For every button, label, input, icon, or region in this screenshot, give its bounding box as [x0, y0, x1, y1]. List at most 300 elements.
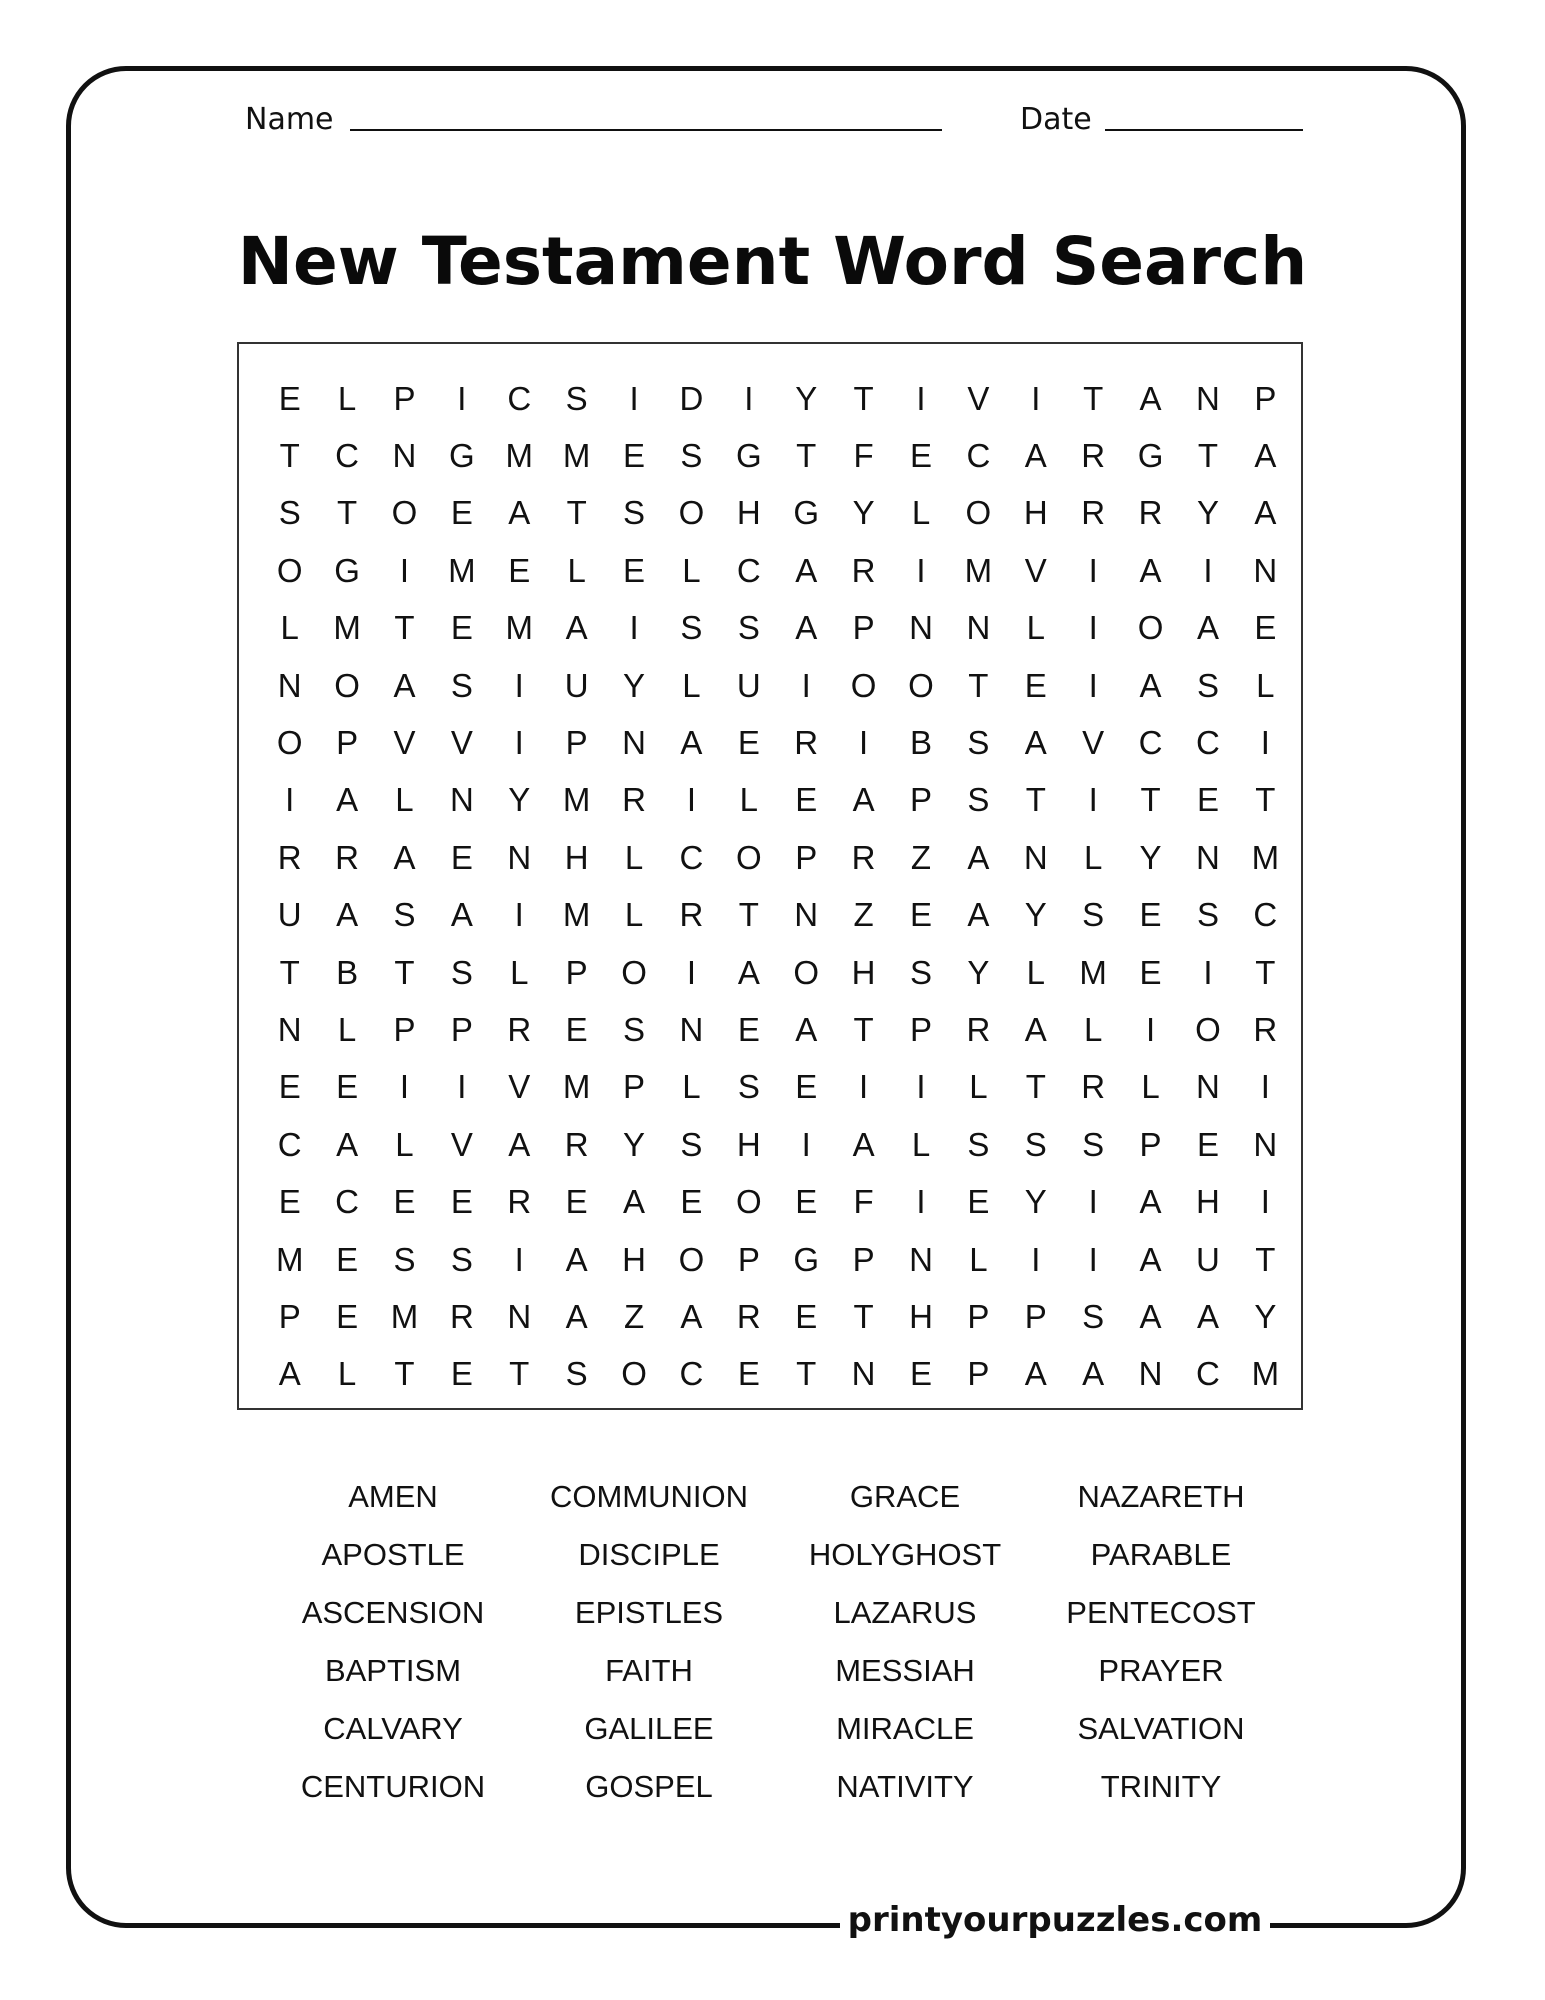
grid-letter[interactable]: I — [744, 379, 754, 417]
grid-letter[interactable]: P — [336, 724, 359, 762]
grid-letter[interactable]: I — [457, 1068, 467, 1106]
grid-letter[interactable]: M — [333, 609, 361, 647]
grid-letter[interactable]: I — [686, 781, 697, 819]
grid-letter[interactable]: M — [562, 437, 591, 475]
grid-letter[interactable]: Y — [795, 379, 818, 417]
grid-letter[interactable]: O — [621, 953, 647, 991]
grid-letter[interactable]: P — [623, 1068, 646, 1106]
grid-letter[interactable]: Y — [1196, 494, 1219, 532]
grid-letter[interactable]: Y — [1024, 896, 1047, 934]
grid-letter[interactable]: Y — [1024, 1183, 1047, 1221]
grid-letter[interactable]: A — [1024, 1010, 1047, 1048]
grid-letter[interactable]: T — [566, 494, 587, 532]
grid-letter[interactable]: M — [562, 781, 591, 819]
grid-letter[interactable]: S — [1024, 1125, 1047, 1163]
grid-letter[interactable]: P — [565, 724, 588, 762]
grid-letter[interactable]: M — [505, 437, 533, 475]
grid-letter[interactable]: I — [1088, 1240, 1098, 1278]
grid-letter[interactable]: E — [967, 1183, 990, 1221]
grid-letter[interactable]: A — [508, 494, 531, 532]
grid-letter[interactable]: L — [337, 1355, 357, 1393]
grid-letter[interactable]: R — [851, 838, 876, 876]
grid-letter[interactable]: A — [336, 896, 359, 934]
grid-letter[interactable]: C — [335, 437, 359, 475]
grid-letter[interactable]: S — [565, 379, 588, 417]
grid-letter[interactable]: S — [623, 1010, 646, 1048]
grid-letter[interactable]: H — [564, 838, 589, 876]
grid-letter[interactable]: L — [1026, 953, 1045, 991]
grid-letter[interactable]: S — [909, 953, 932, 991]
grid-letter[interactable]: T — [1255, 1240, 1276, 1278]
grid-letter[interactable]: E — [336, 1240, 359, 1278]
grid-letter[interactable]: C — [1196, 724, 1220, 762]
grid-letter[interactable]: S — [1196, 896, 1219, 934]
grid-letter[interactable]: T — [1025, 781, 1046, 819]
grid-letter[interactable]: R — [794, 724, 819, 762]
grid-letter[interactable]: P — [852, 1240, 875, 1278]
grid-letter[interactable]: A — [967, 838, 990, 876]
grid-letter[interactable]: L — [682, 551, 701, 589]
grid-letter[interactable]: I — [285, 781, 295, 819]
grid-letter[interactable]: T — [1255, 781, 1276, 819]
grid-letter[interactable]: V — [508, 1068, 531, 1106]
grid-letter[interactable]: E — [1024, 666, 1047, 704]
grid-letter[interactable]: T — [968, 666, 989, 704]
grid-letter[interactable]: E — [336, 1068, 359, 1106]
grid-letter[interactable]: Y — [623, 666, 646, 704]
grid-letter[interactable]: A — [680, 1297, 703, 1335]
grid-letter[interactable]: E — [450, 494, 473, 532]
grid-letter[interactable]: A — [1139, 1183, 1162, 1221]
grid-letter[interactable]: P — [1254, 379, 1277, 417]
grid-letter[interactable]: E — [1254, 609, 1277, 647]
grid-letter[interactable]: P — [737, 1240, 760, 1278]
grid-letter[interactable]: E — [737, 724, 760, 762]
grid-letter[interactable]: O — [276, 551, 303, 589]
grid-letter[interactable]: F — [853, 437, 874, 475]
grid-letter[interactable]: O — [1195, 1010, 1221, 1048]
grid-letter[interactable]: E — [278, 1183, 301, 1221]
grid-letter[interactable]: S — [450, 1240, 473, 1278]
grid-letter[interactable]: M — [964, 551, 993, 589]
grid-letter[interactable]: N — [909, 609, 933, 647]
grid-letter[interactable]: P — [852, 609, 875, 647]
grid-letter[interactable]: N — [507, 838, 532, 876]
grid-letter[interactable]: A — [565, 609, 588, 647]
grid-letter[interactable]: N — [277, 666, 302, 704]
grid-letter[interactable]: E — [623, 437, 646, 475]
grid-letter[interactable]: I — [1260, 1068, 1270, 1106]
grid-letter[interactable]: P — [278, 1297, 301, 1335]
grid-letter[interactable]: O — [965, 494, 992, 532]
grid-letter[interactable]: P — [967, 1355, 990, 1393]
grid-letter[interactable]: A — [565, 1240, 588, 1278]
grid-letter[interactable]: A — [795, 609, 818, 647]
grid-letter[interactable]: N — [1196, 838, 1220, 876]
grid-letter[interactable]: I — [1031, 1240, 1041, 1278]
grid-letter[interactable]: P — [393, 379, 416, 417]
grid-letter[interactable]: E — [1196, 781, 1219, 819]
grid-letter[interactable]: T — [853, 1297, 874, 1335]
grid-letter[interactable]: I — [801, 666, 811, 704]
grid-letter[interactable]: V — [1024, 551, 1047, 589]
grid-letter[interactable]: S — [393, 1240, 416, 1278]
grid-letter[interactable]: T — [1255, 953, 1276, 991]
grid-letter[interactable]: Z — [853, 896, 874, 934]
grid-letter[interactable]: N — [507, 1297, 532, 1335]
grid-letter[interactable]: G — [735, 437, 762, 475]
grid-letter[interactable]: S — [680, 609, 703, 647]
grid-letter[interactable]: L — [624, 896, 644, 934]
grid-letter[interactable]: Y — [1139, 838, 1162, 876]
grid-letter[interactable]: U — [564, 666, 589, 704]
grid-letter[interactable]: P — [393, 1010, 416, 1048]
grid-letter[interactable]: Y — [852, 494, 875, 532]
grid-letter[interactable]: V — [1082, 724, 1105, 762]
grid-letter[interactable]: T — [279, 953, 300, 991]
grid-letter[interactable]: S — [450, 953, 473, 991]
grid-letter[interactable]: A — [852, 1125, 875, 1163]
grid-letter[interactable]: E — [909, 896, 932, 934]
grid-letter[interactable]: T — [509, 1355, 530, 1393]
grid-letter[interactable]: O — [735, 1183, 762, 1221]
grid-letter[interactable]: R — [1253, 1010, 1278, 1048]
grid-letter[interactable]: A — [1139, 666, 1162, 704]
grid-letter[interactable]: C — [335, 1183, 359, 1221]
grid-letter[interactable]: I — [916, 551, 926, 589]
grid-letter[interactable]: R — [277, 838, 302, 876]
grid-letter[interactable]: T — [394, 953, 415, 991]
grid-letter[interactable]: H — [736, 1125, 761, 1163]
grid-letter[interactable]: I — [686, 953, 697, 991]
grid-letter[interactable]: A — [1139, 379, 1162, 417]
grid-letter[interactable]: A — [967, 896, 990, 934]
grid-letter[interactable]: L — [395, 781, 414, 819]
grid-letter[interactable]: T — [279, 437, 300, 475]
grid-letter[interactable]: C — [507, 379, 532, 417]
grid-letter[interactable]: E — [680, 1183, 703, 1221]
grid-letter[interactable]: A — [737, 953, 760, 991]
grid-letter[interactable]: S — [1082, 896, 1105, 934]
grid-letter[interactable]: L — [624, 838, 644, 876]
grid-letter[interactable]: L — [969, 1240, 988, 1278]
grid-letter[interactable]: E — [393, 1183, 416, 1221]
name-field-line[interactable] — [350, 129, 942, 131]
grid-letter[interactable]: A — [1139, 1297, 1162, 1335]
grid-letter[interactable]: I — [514, 896, 524, 934]
grid-letter[interactable]: R — [564, 1125, 589, 1163]
grid-letter[interactable]: S — [393, 896, 416, 934]
grid-letter[interactable]: L — [337, 379, 357, 417]
grid-letter[interactable]: N — [449, 781, 474, 819]
grid-letter[interactable]: S — [623, 494, 646, 532]
grid-letter[interactable]: L — [395, 1125, 414, 1163]
grid-letter[interactable]: T — [796, 437, 817, 475]
grid-letter[interactable]: G — [449, 437, 475, 475]
grid-letter[interactable]: G — [1137, 437, 1164, 475]
grid-letter[interactable]: V — [450, 1125, 473, 1163]
grid-letter[interactable]: T — [853, 1010, 874, 1048]
grid-letter[interactable]: T — [1025, 1068, 1046, 1106]
grid-letter[interactable]: N — [966, 609, 991, 647]
grid-letter[interactable]: Y — [1254, 1297, 1277, 1335]
grid-letter[interactable]: T — [738, 896, 759, 934]
grid-letter[interactable]: L — [682, 1068, 701, 1106]
grid-letter[interactable]: M — [390, 1297, 419, 1335]
grid-letter[interactable]: L — [682, 666, 701, 704]
grid-letter[interactable]: I — [1031, 379, 1041, 417]
grid-letter[interactable]: L — [911, 494, 931, 532]
grid-letter[interactable]: N — [622, 724, 646, 762]
grid-letter[interactable]: I — [514, 666, 524, 704]
grid-letter[interactable]: I — [629, 609, 639, 647]
grid-letter[interactable]: I — [514, 724, 524, 762]
grid-letter[interactable]: O — [334, 666, 360, 704]
grid-letter[interactable]: N — [1023, 838, 1048, 876]
grid-letter[interactable]: E — [450, 609, 473, 647]
grid-letter[interactable]: S — [967, 724, 990, 762]
grid-letter[interactable]: M — [562, 1068, 591, 1106]
grid-letter[interactable]: T — [1083, 379, 1104, 417]
grid-letter[interactable]: Z — [910, 838, 932, 876]
grid-letter[interactable]: Y — [623, 1125, 646, 1163]
grid-letter[interactable]: E — [623, 551, 646, 589]
grid-letter[interactable]: A — [336, 781, 359, 819]
grid-letter[interactable]: L — [739, 781, 758, 819]
grid-letter[interactable]: E — [565, 1010, 588, 1048]
grid-letter[interactable]: R — [1081, 494, 1106, 532]
grid-letter[interactable]: A — [795, 551, 818, 589]
grid-letter[interactable]: S — [565, 1355, 588, 1393]
grid-letter[interactable]: E — [795, 781, 818, 819]
grid-letter[interactable]: E — [737, 1355, 760, 1393]
grid-letter[interactable]: O — [391, 494, 418, 532]
grid-letter[interactable]: N — [1138, 1355, 1163, 1393]
grid-letter[interactable]: L — [510, 953, 529, 991]
grid-letter[interactable]: S — [450, 666, 473, 704]
grid-letter[interactable]: U — [736, 666, 761, 704]
grid-letter[interactable]: A — [336, 1125, 359, 1163]
grid-letter[interactable]: R — [851, 551, 876, 589]
grid-letter[interactable]: H — [736, 494, 761, 532]
grid-letter[interactable]: G — [334, 551, 360, 589]
grid-letter[interactable]: R — [449, 1297, 474, 1335]
grid-letter[interactable]: N — [679, 1010, 704, 1048]
grid-letter[interactable]: Y — [508, 781, 531, 819]
grid-letter[interactable]: O — [1137, 609, 1164, 647]
grid-letter[interactable]: A — [450, 896, 473, 934]
grid-letter[interactable]: I — [514, 1240, 524, 1278]
grid-letter[interactable]: S — [737, 609, 760, 647]
grid-letter[interactable]: U — [1196, 1240, 1220, 1278]
grid-letter[interactable]: L — [280, 609, 299, 647]
grid-letter[interactable]: E — [336, 1297, 359, 1335]
grid-letter[interactable]: P — [909, 1010, 932, 1048]
grid-letter[interactable]: H — [909, 1297, 933, 1335]
grid-letter[interactable]: D — [679, 379, 704, 417]
grid-letter[interactable]: S — [1196, 666, 1219, 704]
grid-letter[interactable]: C — [679, 838, 704, 876]
grid-letter[interactable]: Z — [623, 1297, 645, 1335]
grid-letter[interactable]: O — [678, 494, 705, 532]
grid-letter[interactable]: R — [622, 781, 646, 819]
grid-letter[interactable]: E — [278, 379, 301, 417]
grid-letter[interactable]: T — [1197, 437, 1219, 475]
grid-letter[interactable]: R — [507, 1010, 532, 1048]
grid-letter[interactable]: A — [1024, 1355, 1047, 1393]
grid-letter[interactable]: I — [1145, 1010, 1156, 1048]
grid-letter[interactable]: I — [1088, 551, 1098, 589]
grid-letter[interactable]: T — [853, 379, 874, 417]
grid-letter[interactable]: E — [1196, 1125, 1219, 1163]
grid-letter[interactable]: N — [909, 1240, 933, 1278]
grid-letter[interactable]: S — [967, 1125, 990, 1163]
grid-letter[interactable]: I — [916, 379, 926, 417]
grid-letter[interactable]: G — [793, 494, 820, 532]
grid-letter[interactable]: T — [796, 1355, 817, 1393]
grid-letter[interactable]: R — [679, 896, 704, 934]
grid-letter[interactable]: O — [678, 1240, 705, 1278]
grid-letter[interactable]: T — [394, 609, 415, 647]
grid-letter[interactable]: H — [622, 1240, 646, 1278]
grid-letter[interactable]: I — [801, 1125, 811, 1163]
grid-letter[interactable]: M — [275, 1240, 304, 1278]
grid-letter[interactable]: A — [795, 1010, 818, 1048]
grid-letter[interactable]: R — [1081, 437, 1106, 475]
grid-letter[interactable]: F — [853, 1183, 874, 1221]
grid-letter[interactable]: M — [562, 896, 591, 934]
grid-letter[interactable]: I — [859, 724, 869, 762]
grid-letter[interactable]: L — [1256, 666, 1275, 704]
grid-letter[interactable]: I — [1088, 666, 1098, 704]
grid-letter[interactable]: A — [565, 1297, 588, 1335]
grid-letter[interactable]: I — [916, 1068, 926, 1106]
grid-letter[interactable]: S — [1082, 1297, 1105, 1335]
grid-letter[interactable]: N — [277, 1010, 302, 1048]
grid-letter[interactable]: A — [1196, 1297, 1219, 1335]
grid-letter[interactable]: Y — [967, 953, 990, 991]
grid-letter[interactable]: I — [1088, 609, 1098, 647]
grid-letter[interactable]: O — [621, 1355, 647, 1393]
grid-letter[interactable]: L — [337, 1010, 357, 1048]
grid-letter[interactable]: I — [1260, 1183, 1270, 1221]
grid-letter[interactable]: N — [1253, 551, 1278, 589]
grid-letter[interactable]: E — [565, 1183, 588, 1221]
grid-letter[interactable]: S — [737, 1068, 760, 1106]
grid-letter[interactable]: C — [1138, 724, 1163, 762]
grid-letter[interactable]: A — [393, 838, 416, 876]
grid-letter[interactable]: A — [1024, 724, 1047, 762]
grid-letter[interactable]: B — [909, 724, 932, 762]
grid-letter[interactable]: L — [1026, 609, 1045, 647]
grid-letter[interactable]: L — [911, 1125, 931, 1163]
grid-letter[interactable]: M — [1251, 838, 1280, 876]
grid-letter[interactable]: L — [1083, 838, 1103, 876]
grid-letter[interactable]: C — [1196, 1355, 1220, 1393]
grid-letter[interactable]: P — [565, 953, 588, 991]
grid-letter[interactable]: A — [1254, 494, 1277, 532]
grid-letter[interactable]: O — [850, 666, 877, 704]
grid-letter[interactable]: P — [967, 1297, 990, 1335]
grid-letter[interactable]: A — [393, 666, 416, 704]
grid-letter[interactable]: E — [278, 1068, 301, 1106]
grid-letter[interactable]: H — [851, 953, 876, 991]
grid-letter[interactable]: R — [1138, 494, 1163, 532]
grid-letter[interactable]: U — [277, 896, 302, 934]
grid-letter[interactable]: R — [507, 1183, 532, 1221]
grid-letter[interactable]: E — [1139, 953, 1162, 991]
grid-letter[interactable]: T — [337, 494, 358, 532]
grid-letter[interactable]: E — [508, 551, 531, 589]
grid-letter[interactable]: N — [1196, 379, 1220, 417]
grid-letter[interactable]: I — [916, 1183, 926, 1221]
date-field-line[interactable] — [1105, 129, 1303, 131]
grid-letter[interactable]: M — [505, 609, 533, 647]
grid-letter[interactable]: P — [450, 1010, 473, 1048]
grid-letter[interactable]: S — [278, 494, 301, 532]
grid-letter[interactable]: E — [795, 1068, 818, 1106]
grid-letter[interactable]: H — [1196, 1183, 1220, 1221]
grid-letter[interactable]: A — [1139, 551, 1162, 589]
grid-letter[interactable]: B — [336, 953, 359, 991]
grid-letter[interactable]: E — [450, 1355, 473, 1393]
grid-letter[interactable]: A — [1024, 437, 1047, 475]
grid-letter[interactable]: O — [735, 838, 762, 876]
grid-letter[interactable]: A — [680, 724, 703, 762]
grid-letter[interactable]: I — [399, 551, 410, 589]
grid-letter[interactable]: N — [392, 437, 417, 475]
grid-letter[interactable]: M — [1251, 1355, 1280, 1393]
grid-letter[interactable]: M — [1079, 953, 1107, 991]
grid-letter[interactable]: N — [794, 896, 819, 934]
grid-letter[interactable]: G — [793, 1240, 820, 1278]
grid-letter[interactable]: A — [623, 1183, 646, 1221]
grid-letter[interactable]: R — [335, 838, 359, 876]
grid-letter[interactable]: V — [450, 724, 473, 762]
grid-letter[interactable]: E — [1139, 896, 1162, 934]
grid-letter[interactable]: I — [1203, 551, 1213, 589]
grid-letter[interactable]: A — [1196, 609, 1219, 647]
grid-letter[interactable]: A — [1254, 437, 1277, 475]
grid-letter[interactable]: E — [737, 1010, 760, 1048]
grid-letter[interactable]: A — [1139, 1240, 1162, 1278]
grid-letter[interactable]: S — [680, 437, 703, 475]
grid-letter[interactable]: L — [1141, 1068, 1160, 1106]
grid-letter[interactable]: R — [966, 1010, 991, 1048]
grid-letter[interactable]: I — [629, 379, 639, 417]
grid-letter[interactable]: T — [394, 1355, 415, 1393]
grid-letter[interactable]: P — [1024, 1297, 1047, 1335]
grid-letter[interactable]: I — [1088, 781, 1098, 819]
grid-letter[interactable]: R — [1081, 1068, 1106, 1106]
grid-letter[interactable]: C — [679, 1355, 704, 1393]
grid-letter[interactable]: O — [793, 953, 820, 991]
grid-letter[interactable]: L — [969, 1068, 988, 1106]
grid-letter[interactable]: E — [795, 1297, 818, 1335]
grid-letter[interactable]: E — [795, 1183, 818, 1221]
grid-letter[interactable]: C — [1253, 896, 1278, 934]
grid-letter[interactable]: T — [1140, 781, 1161, 819]
grid-letter[interactable]: M — [448, 551, 476, 589]
grid-letter[interactable]: H — [1023, 494, 1048, 532]
grid-letter[interactable]: N — [1253, 1125, 1278, 1163]
grid-letter[interactable]: N — [851, 1355, 876, 1393]
grid-letter[interactable]: L — [567, 551, 586, 589]
grid-letter[interactable]: R — [736, 1297, 761, 1335]
grid-letter[interactable]: E — [450, 1183, 473, 1221]
grid-letter[interactable]: I — [859, 1068, 869, 1106]
grid-letter[interactable]: P — [795, 838, 818, 876]
